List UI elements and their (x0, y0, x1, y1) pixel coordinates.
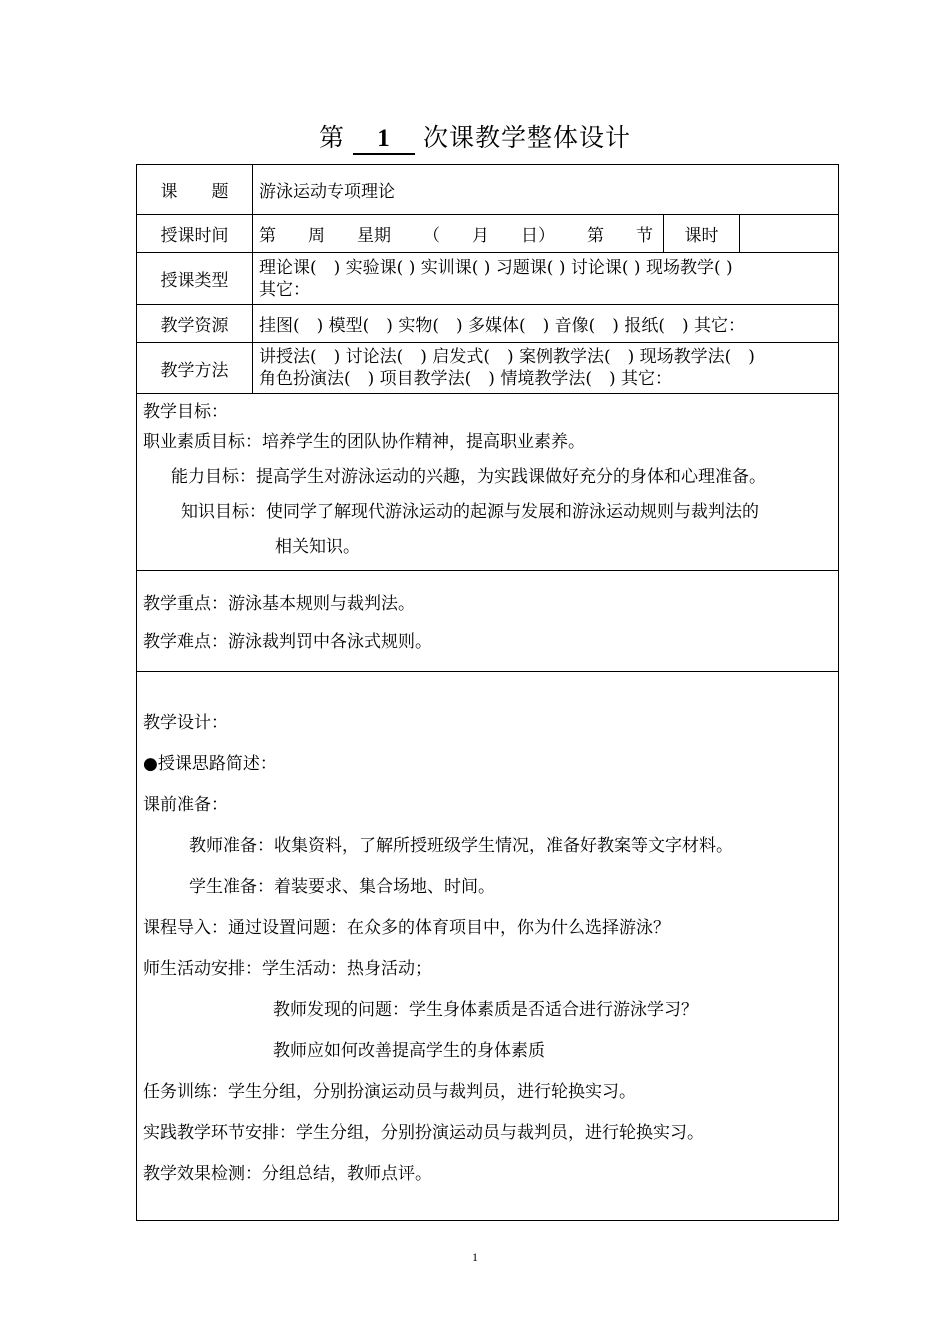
title-prefix: 第 (318, 123, 345, 152)
key-cell (137, 571, 839, 672)
goals-cell (137, 394, 839, 571)
time-schedule (253, 215, 664, 253)
topic-label: 课 题 (137, 165, 253, 215)
row-methods (137, 343, 839, 394)
hours-value (740, 215, 839, 253)
row-resources (137, 305, 839, 343)
row-key-points (137, 571, 839, 672)
row-topic (137, 165, 839, 215)
title-number: 1 (353, 125, 415, 155)
goal-knowledge: 知识目标：使同学了解现代游泳运动的起源与发展和游泳运动规则与裁判法的 (181, 502, 759, 522)
type-value (253, 253, 839, 305)
task-training: 任务训练：学生分组，分别扮演运动员与裁判员，进行轮换实习。 (143, 1081, 636, 1102)
time-part: 日） (521, 226, 555, 246)
type-options: 理论课( ) 实验课( ) 实训课( ) 习题课( ) 讨论课( ) 现场教学( ) (259, 257, 733, 278)
time-part: 月 (472, 226, 489, 246)
row-time (137, 215, 839, 253)
methods-line1: 讲授法( ) 讨论法( ) 启发式( ) 案例教学法( ) 现场教学法( ) (259, 347, 755, 367)
design-idea: ●授课思路简述： (143, 753, 277, 774)
teaching-difficulty: 教学难点：游泳裁判罚中各泳式规则。 (143, 632, 432, 652)
resources-label: 教学资源 (137, 305, 253, 343)
design-cell (137, 672, 839, 1221)
teacher-prep: 教师准备：收集资料，了解所授班级学生情况，准备好教案等文字材料。 (189, 835, 733, 856)
page-title (0, 118, 950, 155)
time-part: 星期 (357, 226, 391, 246)
goal-ability: 能力目标：提高学生对游泳运动的兴趣，为实践课做好充分的身体和心理准备。 (171, 467, 766, 487)
activity-question: 教师发现的问题：学生身体素质是否适合进行游泳学习？ (273, 999, 698, 1020)
methods-label: 教学方法 (137, 343, 253, 394)
page-number: 1 (472, 1250, 478, 1264)
methods-line2: 角色扮演法( ) 项目教学法( ) 情境教学法( ) 其它： (259, 369, 673, 389)
goal-professional: 职业素质目标：培养学生的团队协作精神，提高职业素养。 (143, 432, 585, 452)
time-part: 第 (259, 226, 276, 246)
goal-knowledge-cont: 相关知识。 (275, 537, 360, 557)
time-part: 节 (636, 226, 653, 246)
title-suffix: 次课教学整体设计 (423, 123, 632, 152)
design-heading: 教学设计： (143, 712, 228, 733)
teaching-focus: 教学重点：游泳基本规则与裁判法。 (143, 594, 415, 614)
time-label: 授课时间 (137, 215, 253, 253)
lesson-design-table (136, 164, 839, 1221)
effect-assessment: 教学效果检测：分组总结，教师点评。 (143, 1163, 432, 1184)
row-goals (137, 394, 839, 571)
hours-label: 课时 (664, 215, 740, 253)
row-type (137, 253, 839, 305)
time-part: 周 (308, 226, 325, 246)
type-other: 其它： (259, 279, 310, 300)
activity-improve: 教师应如何改善提高学生的身体素质 (273, 1040, 545, 1061)
topic-value: 游泳运动专项理论 (253, 165, 839, 215)
resources-value: 挂图( ) 模型( ) 实物( ) 多媒体( ) 音像( ) 报纸( ) 其它： (253, 305, 839, 343)
course-intro: 课程导入：通过设置问题：在众多的体育项目中，你为什么选择游泳？ (143, 917, 670, 938)
student-prep: 学生准备：着装要求、集合场地、时间。 (189, 876, 495, 897)
methods-value (253, 343, 839, 394)
type-label: 授课类型 (137, 253, 253, 305)
activity-arrangement: 师生活动安排：学生活动：热身活动； (143, 958, 432, 979)
row-design (137, 672, 839, 1221)
time-part: 第 (587, 226, 604, 246)
goals-heading: 教学目标： (143, 402, 228, 422)
time-part: （ (423, 226, 440, 246)
practice-arrangement: 实践教学环节安排：学生分组，分别扮演运动员与裁判员，进行轮换实习。 (143, 1122, 704, 1143)
design-prep: 课前准备： (143, 794, 228, 815)
